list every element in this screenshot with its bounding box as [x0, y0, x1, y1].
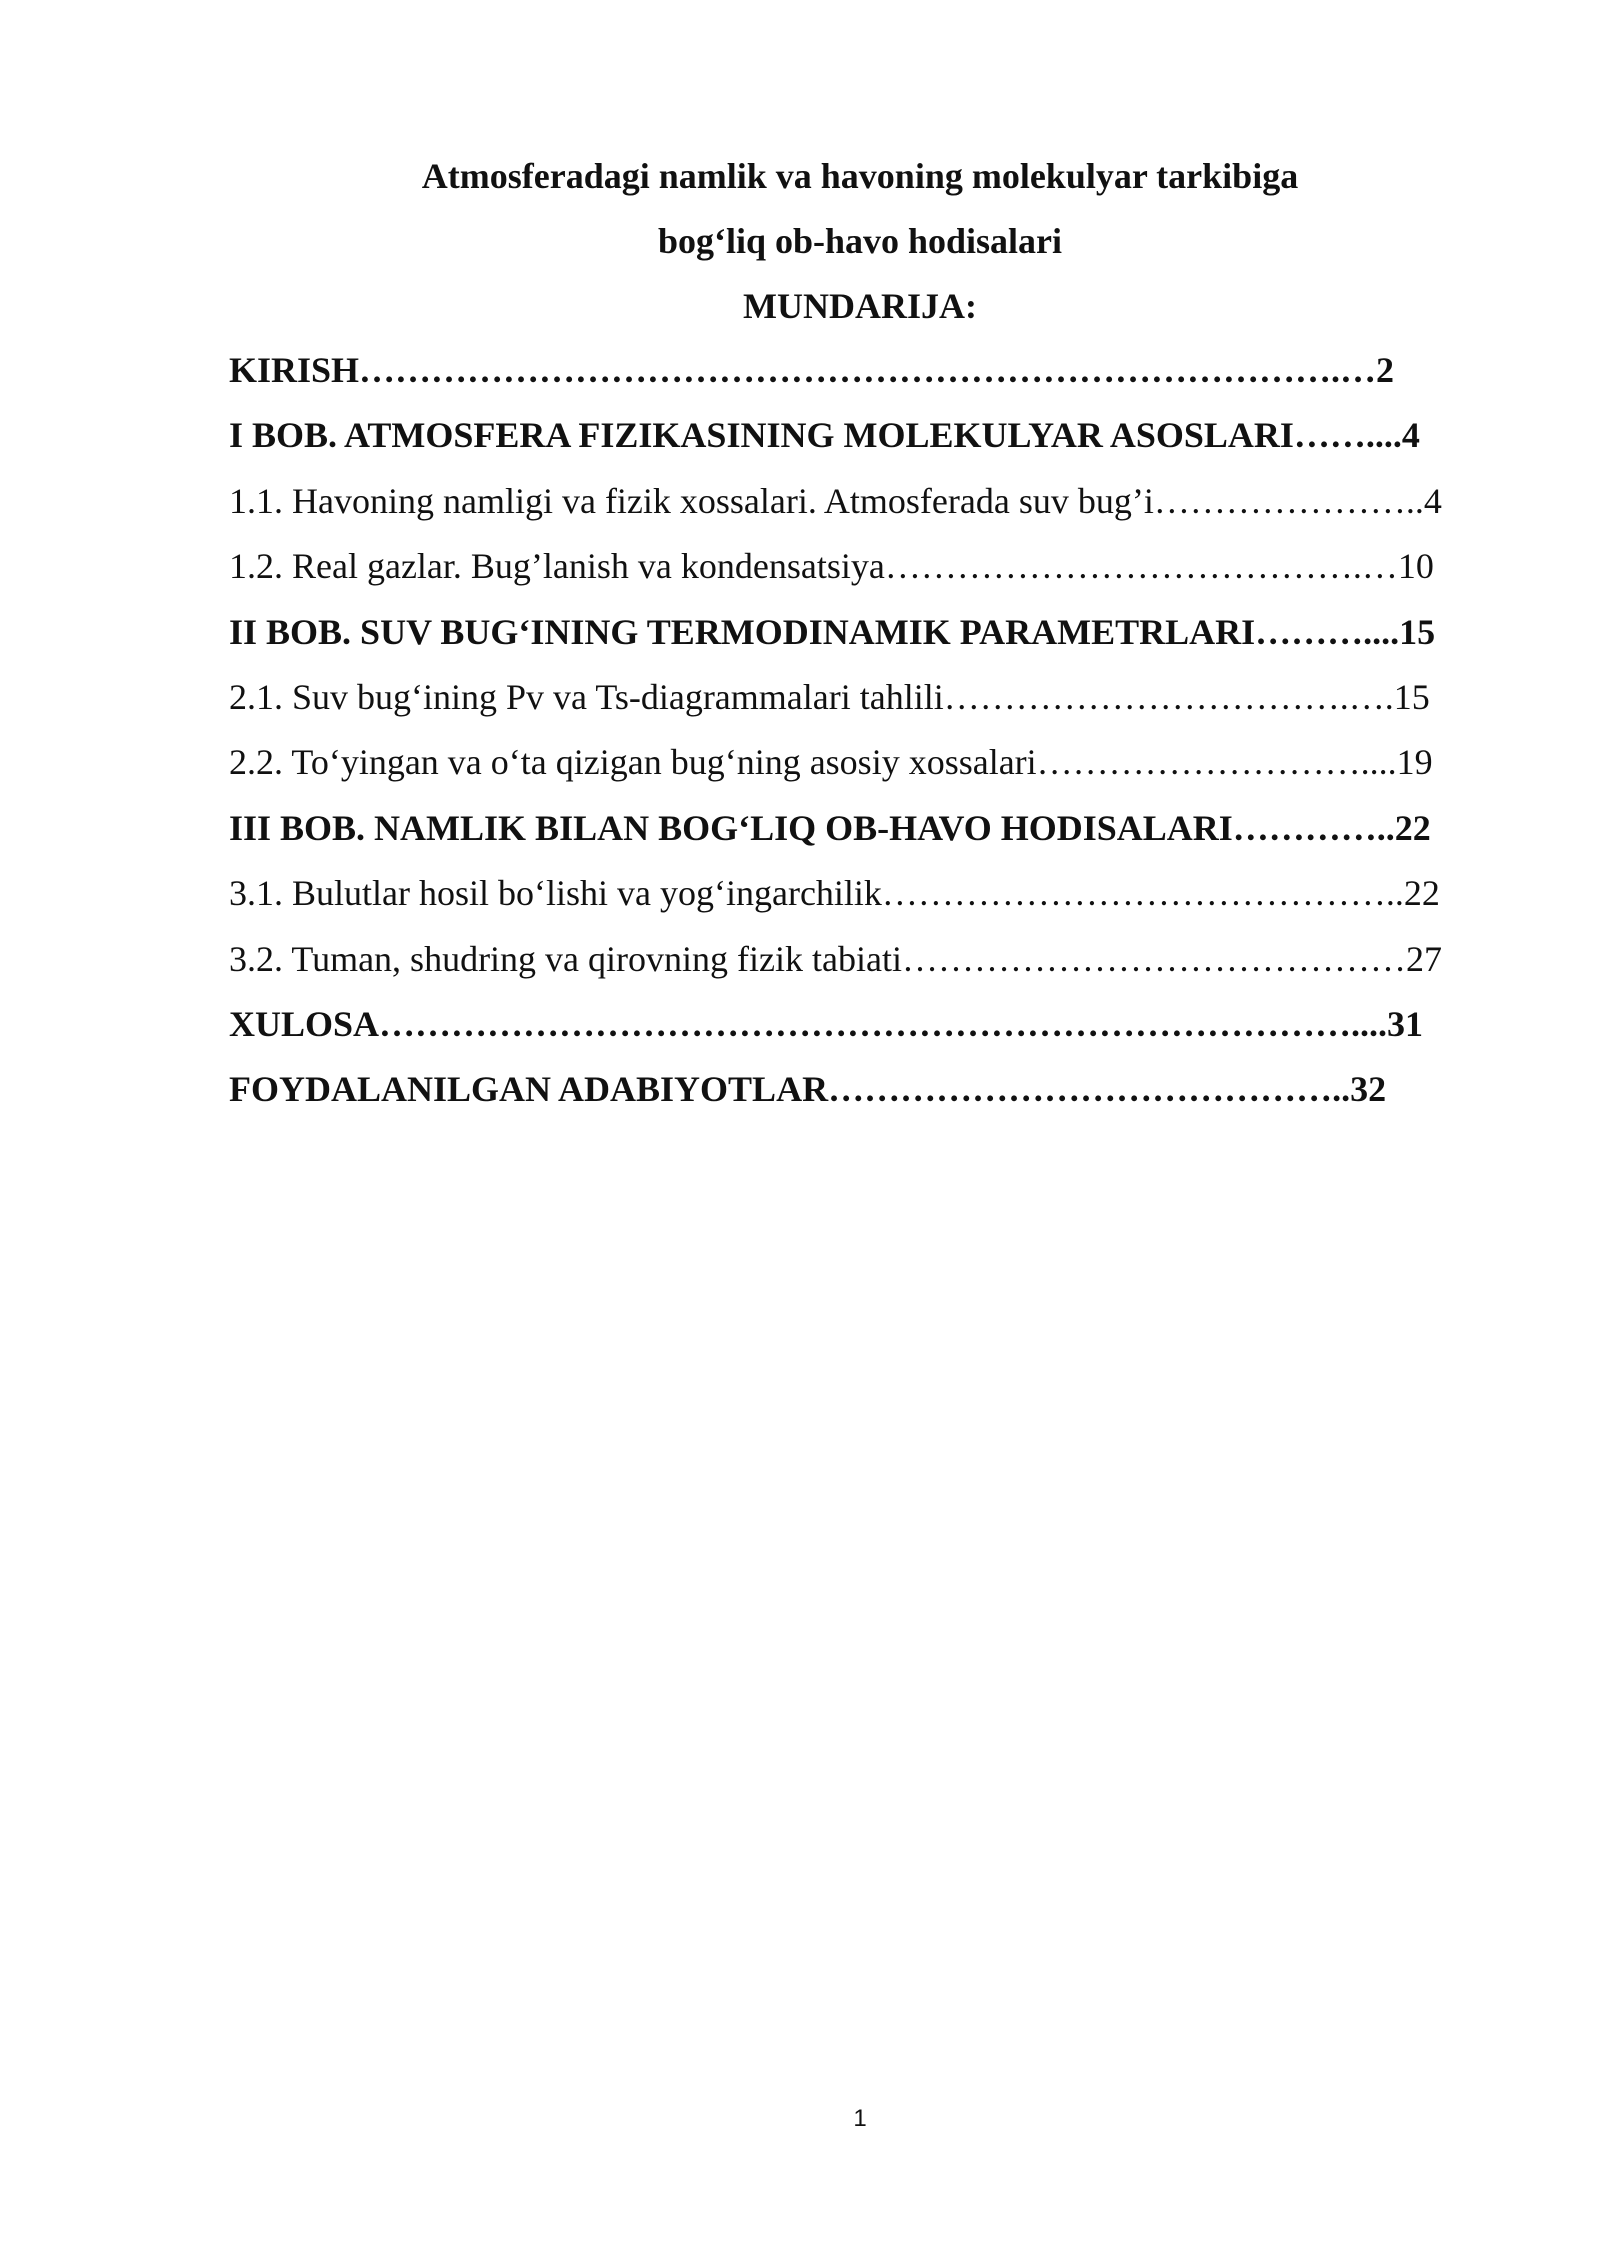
toc-entry: 2.1. Suv bug‘ining Pv va Ts-diagrammalari tahlili…………………………….….15	[229, 676, 1430, 717]
toc-entry: III BOB. NAMLIK BILAN BOG‘LIQ OB-HAVO HODISALARI…………..22	[229, 807, 1431, 848]
toc-entry: 2.2. To‘yingan va o‘ta qizigan bug‘ning asosiy xossalari………………………....19	[229, 742, 1433, 783]
page-number: 1	[853, 2105, 867, 2132]
toc-entry: KIRISH……………………………………………………………………….…2	[229, 350, 1395, 390]
toc-heading: MUNDARIJA:	[743, 286, 977, 326]
document-title-line-2: bog‘liq ob-havo hodisalari	[657, 221, 1063, 261]
toc-entry: FOYDALANILGAN ADABIYOTLAR……………………………………..32	[229, 1069, 1387, 1110]
table-of-contents	[229, 348, 1489, 1133]
toc-entry: I BOB. ATMOSFERA FIZIKASINING MOLEKULYAR ASOSLARI……....4	[229, 415, 1420, 456]
toc-entry: 1.1. Havoning namligi va fizik xossalari. Atmosferada suv bug’i…………………..4	[229, 480, 1442, 521]
toc-entry: 3.2. Tuman, shudring va qirovning fizik tabiati……………………………………27	[229, 938, 1442, 979]
toc-entry: 1.2. Real gazlar. Bug’lanish va kondensatsiya………………………………….…10	[229, 546, 1434, 587]
toc-entry: XULOSA………………………………………………………………………....31	[229, 1003, 1424, 1044]
document-title-line-1: Atmosferadagi namlik va havoning molekulyar tarkibiga	[421, 156, 1299, 196]
toc-entry: II BOB. SUV BUG‘INING TERMODINAMIK PARAMETRLARI………....15	[229, 611, 1436, 652]
toc-entry: 3.1. Bulutlar hosil bo‘lishi va yog‘ingarchilik……………………………………..22	[229, 873, 1440, 914]
